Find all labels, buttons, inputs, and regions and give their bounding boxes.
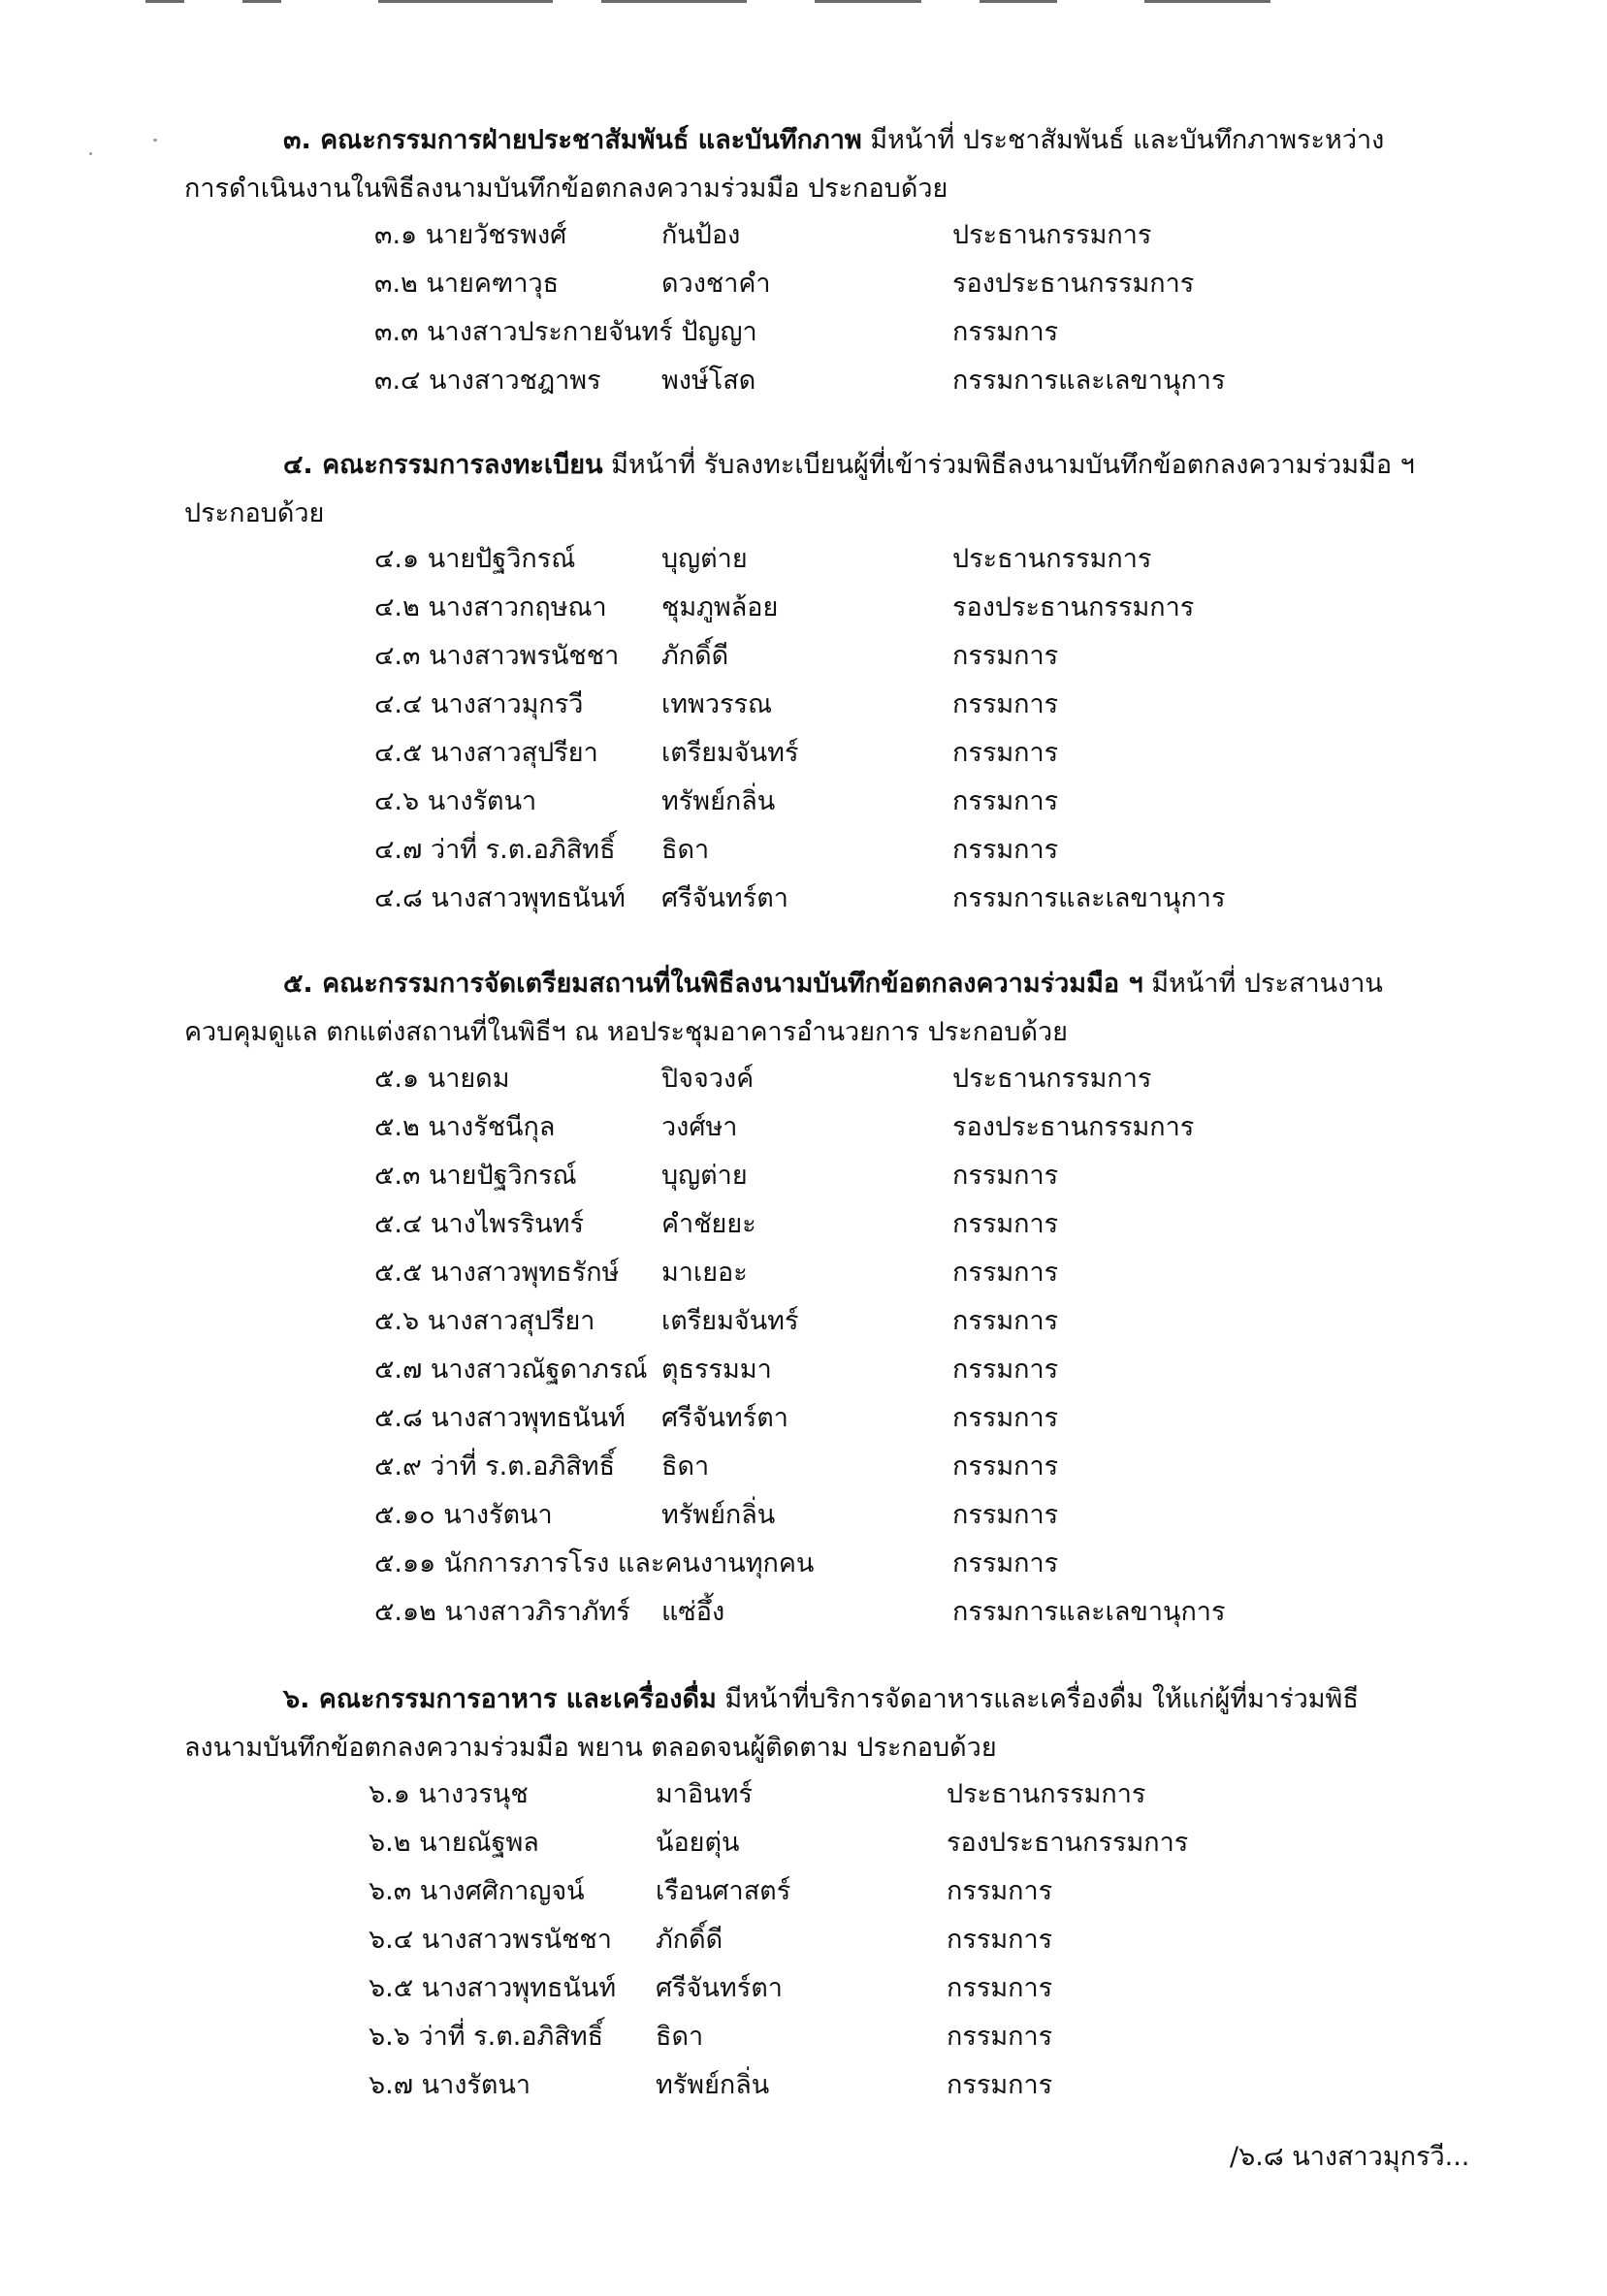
member-role: กรรมการ xyxy=(947,1973,1053,2003)
member-role: กรรมการและเลขานุการ xyxy=(952,1597,1226,1627)
member-name: ๓.๔ นางสาวชฎาพร xyxy=(374,366,601,396)
member-surname: ภักดิ์ดี xyxy=(656,1925,723,1955)
member-role: กรรมการ xyxy=(952,1451,1059,1482)
member-role: กรรมการ xyxy=(952,641,1059,671)
member-surname: แซ่อึ้ง xyxy=(661,1597,725,1627)
member-surname: ศรีจันทร์ตา xyxy=(661,1403,788,1433)
member-name: ๓.๒ นายคฑาวุธ xyxy=(374,269,560,299)
member-name: ๔.๔ นางสาวมุกรวี xyxy=(374,689,584,719)
member-role: ประธานกรรมการ xyxy=(952,544,1152,574)
member-name: ๖.๕ นางสาวพุทธนันท์ xyxy=(369,1973,617,2003)
member-surname: ธิดา xyxy=(661,835,710,865)
member-surname: มาเยอะ xyxy=(661,1258,748,1288)
section-description: มีหน้าที่ ประชาสัมพันธ์ และบันทึกภาพระหว่าง xyxy=(861,125,1385,155)
member-name: ๖.๑ นางวรนุช xyxy=(369,1779,529,1809)
member-role: กรรมการ xyxy=(952,1161,1059,1191)
member-name: ๓.๑ นายวัชรพงศ์ xyxy=(374,220,567,250)
member-surname: เตรียมจันทร์ xyxy=(661,738,799,768)
member-role: รองประธานกรรมการ xyxy=(952,269,1195,299)
member-surname: ศรีจันทร์ตา xyxy=(656,1973,783,2003)
member-name: ๕.๑ นายดม xyxy=(374,1064,510,1094)
member-role: รองประธานกรรมการ xyxy=(952,592,1195,622)
member-surname: ปิจจวงค์ xyxy=(661,1064,755,1094)
member-name: ๖.๒ นายณัฐพล xyxy=(369,1828,539,1858)
member-name: ๕.๕ นางสาวพุทธรักษ์ xyxy=(374,1258,620,1288)
member-surname: บุญต่าย xyxy=(661,1161,748,1191)
member-role: ประธานกรรมการ xyxy=(947,1779,1146,1809)
member-role: กรรมการ xyxy=(952,1403,1059,1433)
member-surname: พงษ์โสด xyxy=(661,366,756,396)
page-top-rule xyxy=(145,0,1319,3)
member-name: ๕.๑๑ นักการภารโรง และคนงานทุกคน xyxy=(374,1548,815,1578)
member-surname: ทรัพย์กลิ่น xyxy=(661,786,776,816)
member-name: ๔.๑ นายปัฐวิกรณ์ xyxy=(374,544,576,574)
member-role: กรรมการ xyxy=(952,1355,1059,1385)
member-name: ๕.๖ นางสาวสุปรียา xyxy=(374,1306,595,1336)
member-name: ๕.๙ ว่าที่ ร.ต.อภิสิทธิ์ xyxy=(374,1451,616,1482)
section-heading: ๔. คณะกรรมการลงทะเบียน xyxy=(283,450,603,480)
member-surname: ตุธรรมมา xyxy=(661,1355,772,1385)
member-role: ประธานกรรมการ xyxy=(952,1064,1152,1094)
member-name: ๓.๓ นางสาวประกายจันทร์ ปัญญา xyxy=(374,317,757,347)
member-name: ๕.๘ นางสาวพุทธนันท์ xyxy=(374,1403,626,1433)
member-role: กรรมการ xyxy=(947,1925,1053,1955)
section-description: มีหน้าที่ รับลงทะเบียนผู้ที่เข้าร่วมพิธีลงนามบันทึกข้อตกลงความร่วมมือ ฯ xyxy=(602,450,1415,480)
section-description-continued: ลงนามบันทึกข้อตกลงความร่วมมือ พยาน ตลอดจนผู้ติดตาม ประกอบด้วย xyxy=(184,1733,997,1763)
section-description: มีหน้าที่บริการจัดอาหารและเครื่องดื่ม ให้แก่ผู้ที่มาร่วมพิธี xyxy=(716,1684,1359,1714)
member-role: กรรมการ xyxy=(952,689,1059,719)
member-name: ๖.๓ นางศศิกาญจน์ xyxy=(369,1876,585,1906)
member-surname: ทรัพย์กลิ่น xyxy=(661,1500,776,1530)
member-surname: วงศ์ษา xyxy=(661,1112,738,1142)
member-role: กรรมการ xyxy=(947,2070,1053,2100)
scan-speck xyxy=(89,152,92,155)
member-name: ๕.๑๒ นางสาวภิราภัทร์ xyxy=(374,1597,630,1627)
member-surname: กันป้อง xyxy=(661,220,741,250)
member-role: กรรมการ xyxy=(952,738,1059,768)
section-heading: ๕. คณะกรรมการจัดเตรียมสถานที่ในพิธีลงนามบันทึกข้อตกลงความร่วมมือ ฯ xyxy=(283,969,1143,999)
member-name: ๖.๗ นางรัตนา xyxy=(369,2070,531,2100)
member-surname: น้อยตุ่น xyxy=(656,1828,740,1858)
member-surname: ดวงชาคำ xyxy=(661,269,771,299)
member-role: กรรมการ xyxy=(952,835,1059,865)
member-surname: ภักดิ์ดี xyxy=(661,641,729,671)
member-surname: มาอินทร์ xyxy=(656,1779,753,1809)
section-description-continued: ควบคุมดูแล ตกแต่งสถานที่ในพิธีฯ ณ หอประชุมอาคารอำนวยการ ประกอบด้วย xyxy=(184,1017,1068,1047)
section-heading: ๓. คณะกรรมการฝ่ายประชาสัมพันธ์ และบันทึกภาพ xyxy=(283,125,862,155)
member-surname: เตรียมจันทร์ xyxy=(661,1306,799,1336)
member-name: ๔.๖ นางรัตนา xyxy=(374,786,537,816)
member-surname: ทรัพย์กลิ่น xyxy=(656,2070,770,2100)
member-name: ๔.๗ ว่าที่ ร.ต.อภิสิทธิ์ xyxy=(374,835,616,865)
member-role: รองประธานกรรมการ xyxy=(947,1828,1189,1858)
member-role: กรรมการ xyxy=(952,786,1059,816)
member-surname: ธิดา xyxy=(661,1451,710,1482)
section-description: มีหน้าที่ ประสานงาน xyxy=(1142,969,1383,999)
member-role: กรรมการ xyxy=(952,1306,1059,1336)
member-name: ๕.๒ นางรัชนีกุล xyxy=(374,1112,556,1142)
member-surname: เรือนศาสตร์ xyxy=(656,1876,791,1906)
member-name: ๔.๓ นางสาวพรนัชชา xyxy=(374,641,620,671)
member-role: กรรมการและเลขานุการ xyxy=(952,366,1226,396)
member-role: กรรมการ xyxy=(952,1500,1059,1530)
member-role: กรรมการ xyxy=(947,1876,1053,1906)
member-surname: ศรีจันทร์ตา xyxy=(661,883,788,913)
member-role: ประธานกรรมการ xyxy=(952,220,1152,250)
member-name: ๖.๔ นางสาวพรนัชชา xyxy=(369,1925,612,1955)
member-surname: เทพวรรณ xyxy=(661,689,773,719)
member-name: ๖.๖ ว่าที่ ร.ต.อภิสิทธิ์ xyxy=(369,2022,604,2052)
section-heading: ๖. คณะกรรมการอาหาร และเครื่องดื่ม xyxy=(283,1684,717,1714)
member-role: กรรมการ xyxy=(947,2022,1053,2052)
member-role: กรรมการและเลขานุการ xyxy=(952,883,1226,913)
section-description-continued: การดำเนินงานในพิธีลงนามบันทึกข้อตกลงความร่วมมือ ประกอบด้วย xyxy=(184,174,948,204)
member-surname: ธิดา xyxy=(656,2022,704,2052)
section-description-continued: ประกอบด้วย xyxy=(184,498,325,528)
member-surname: ชุมภูพล้อย xyxy=(661,592,779,622)
member-name: ๕.๑๐ นางรัตนา xyxy=(374,1500,553,1530)
member-surname: บุญต่าย xyxy=(661,544,748,574)
member-role: กรรมการ xyxy=(952,317,1059,347)
member-name: ๔.๕ นางสาวสุปรียา xyxy=(374,738,598,768)
member-surname: คำชัยยะ xyxy=(661,1209,756,1239)
member-role: กรรมการ xyxy=(952,1209,1059,1239)
continuation-note: /๖.๘ นางสาวมุกรวี... xyxy=(1230,2142,1470,2172)
member-name: ๔.๒ นางสาวกฤษณา xyxy=(374,592,607,622)
member-name: ๕.๔ นางไพรรินทร์ xyxy=(374,1209,584,1239)
member-name: ๕.๓ นายปัฐวิกรณ์ xyxy=(374,1161,577,1191)
member-role: กรรมการ xyxy=(952,1548,1059,1578)
member-name: ๕.๗ นางสาวณัฐดาภรณ์ xyxy=(374,1355,648,1385)
member-role: กรรมการ xyxy=(952,1258,1059,1288)
scan-speck xyxy=(153,139,157,142)
member-name: ๔.๘ นางสาวพุทธนันท์ xyxy=(374,883,626,913)
member-role: รองประธานกรรมการ xyxy=(952,1112,1195,1142)
